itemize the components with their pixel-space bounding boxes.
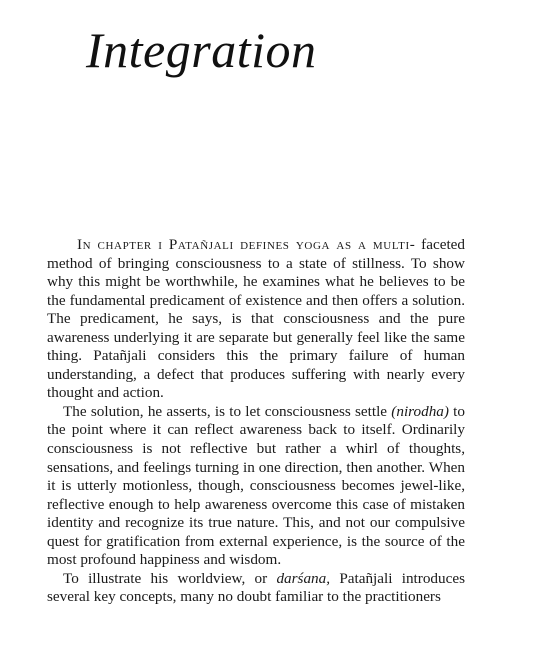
paragraph-2-term: (nirodha) <box>391 402 449 420</box>
paragraph-3 <box>47 570 465 607</box>
paragraph-2-after: to the point where it can reflect awareness back to itself. Ordinarily consciousness is not reflective but rather a whirl of thoughts, sensations, and feelings turning in one direction, then another. When it is utterly motionless, though, consciousness becomes jewel-like, reflective enough to help awareness overcome this case of mistaken identity and recognize its true nature. This, and not our compulsive quest for gratification from external experience, is the source of the most profound happiness and wisdom. <box>47 402 465 569</box>
paragraph-3-term: darśana, <box>276 569 331 587</box>
paragraph-2-before: The solution, he asserts, is to let consciousness settle <box>63 402 392 420</box>
chapter-title: Integration <box>86 22 317 78</box>
paragraph-1-lead: In chapter i Patañjali defines yoga as a multi- <box>77 236 416 253</box>
paragraph-3-after: Patañjali introduces several key concepts, many no doubt familiar to the practitioners <box>47 569 465 606</box>
body-text <box>47 236 465 607</box>
paragraph-2 <box>47 403 465 570</box>
paragraph-1-text: faceted method of bringing consciousness to a state of stillness. To show why this might be worthwhile, he examines what he believes to be the fundamental predicament of existence and then offers a solution. The predicament, he says, is that consciousness and the pure awareness underlying it are separate but generally feel like the same thing. Patañjali considers this the primary failure of human understanding, a defect that produces suffering with nearly every thought and action. <box>47 236 466 402</box>
paragraph-1 <box>47 236 465 403</box>
paragraph-3-before: To illustrate his worldview, or <box>63 569 277 587</box>
